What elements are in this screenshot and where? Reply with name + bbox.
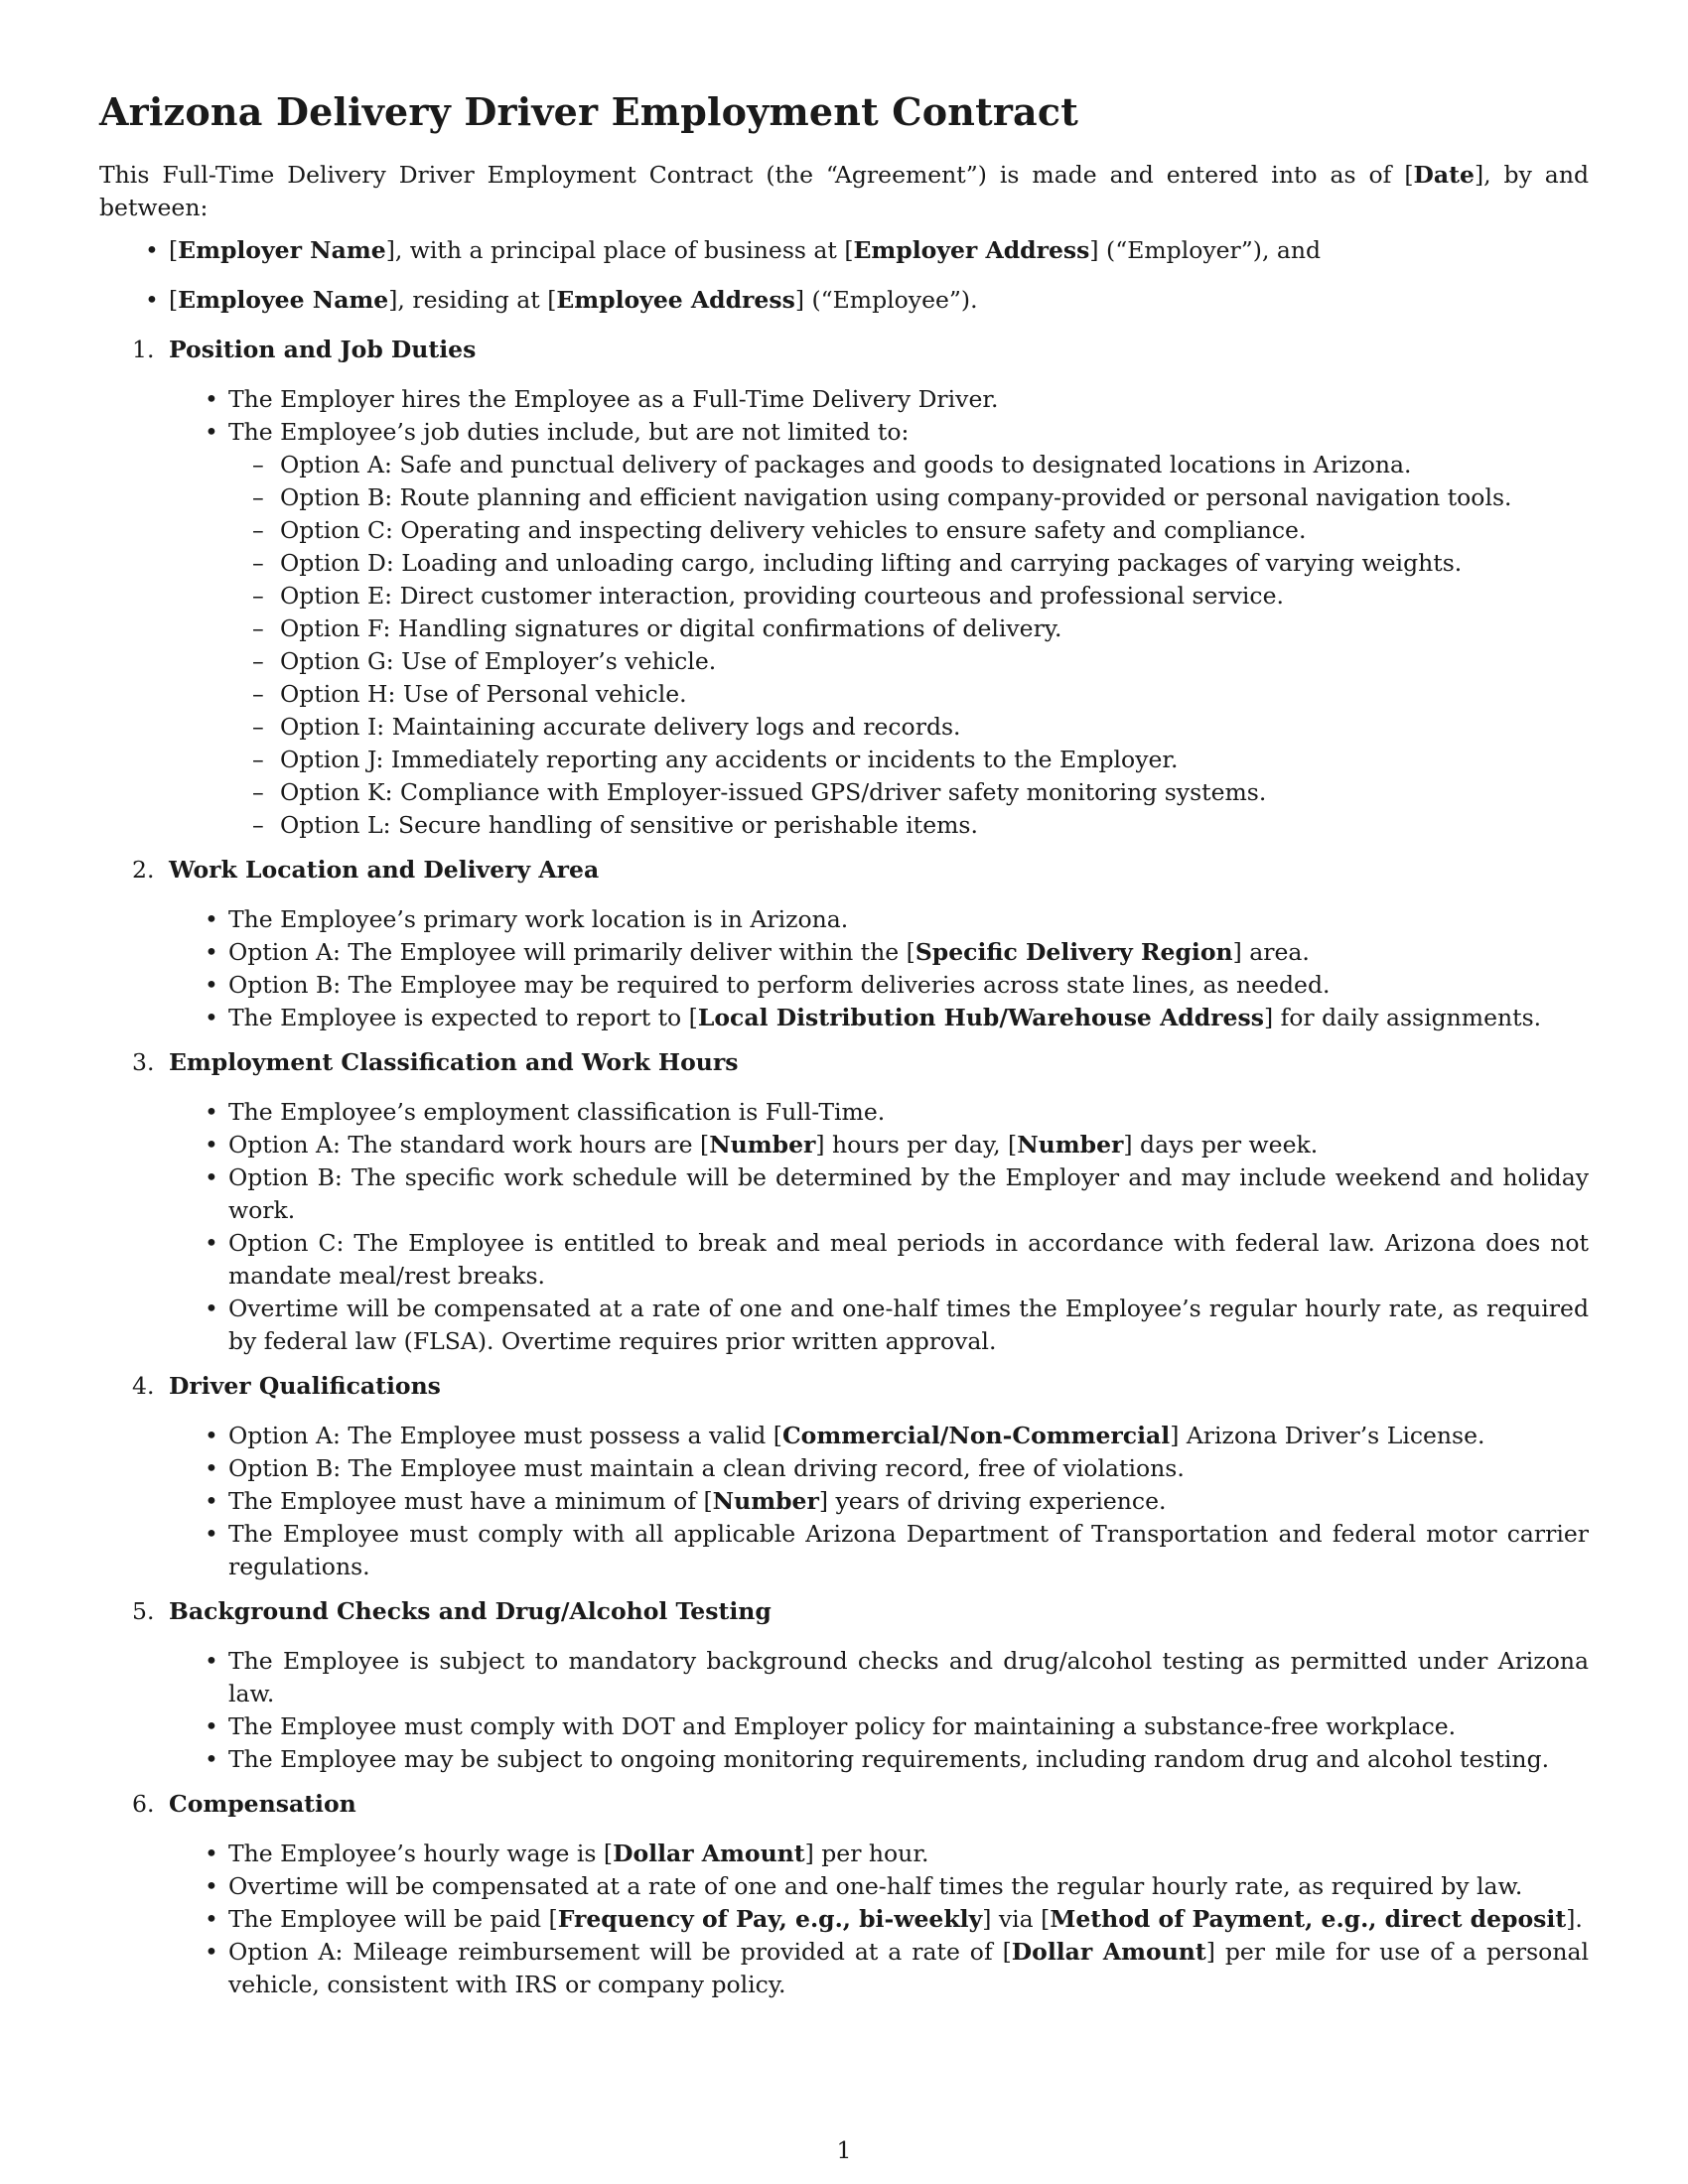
page-number: 1 xyxy=(836,2136,852,2164)
document-title: Arizona Delivery Driver Employment Contract xyxy=(99,89,1078,134)
list-item: • The Employee must comply with all applicable Arizona Department of Transportation and federal motor carrier regulations. xyxy=(228,1518,1589,1583)
duty-option: – Option E: Direct customer interaction, providing courteous and professional service. xyxy=(280,580,1589,613)
party-employer: • [Employer Name], with a principal place of business at [Employer Address] (“Employer”), and xyxy=(169,234,1589,267)
list-item: • Option A: The Employee will primarily deliver within the [Specific Delivery Region] area. xyxy=(228,936,1589,969)
section-number: 5. xyxy=(132,1597,155,1625)
section-number: 2. xyxy=(132,856,155,884)
party-employee: • [Employee Name], residing at [Employee Address] (“Employee”). xyxy=(169,284,1589,317)
section-driver-qualifications xyxy=(99,1370,1589,1583)
duty-option: – Option F: Handling signatures or digital confirmations of delivery. xyxy=(280,613,1589,645)
sections-list xyxy=(99,334,1589,2001)
list-item: • The Employee’s hourly wage is [Dollar Amount] per hour. xyxy=(228,1838,1589,1870)
section-title: Employment Classification and Work Hours xyxy=(169,1048,739,1076)
list-item: • Overtime will be compensated at a rate of one and one-half times the Employee’s regular hourly rate, as required by federal law (FLSA). Overtime requires prior written approval. xyxy=(228,1293,1589,1358)
duty-option: – Option D: Loading and unloading cargo, including lifting and carrying packages of varying weights. xyxy=(280,547,1589,580)
duties-options-list xyxy=(228,449,1589,842)
list-item: • Option B: The Employee must maintain a clean driving record, free of violations. xyxy=(228,1452,1589,1485)
duty-option: – Option G: Use of Employer’s vehicle. xyxy=(280,645,1589,678)
list-item: • The Employee must comply with DOT and Employer policy for maintaining a substance-free workplace. xyxy=(228,1710,1589,1743)
section-compensation xyxy=(99,1788,1589,2001)
section-title: Background Checks and Drug/Alcohol Testing xyxy=(169,1597,772,1625)
duty-option: – Option I: Maintaining accurate delivery logs and records. xyxy=(280,711,1589,744)
section-title: Compensation xyxy=(169,1790,356,1818)
duty-option: – Option A: Safe and punctual delivery of packages and goods to designated locations in Arizona. xyxy=(280,449,1589,481)
document-page xyxy=(99,81,1589,2013)
section-number: 3. xyxy=(132,1048,155,1076)
list-item: • Overtime will be compensated at a rate of one and one-half times the regular hourly rate, as required by law. xyxy=(228,1870,1589,1903)
list-item: • Option A: The Employee must possess a valid [Commercial/Non-Commercial] Arizona Driver’s License. xyxy=(228,1420,1589,1452)
section-title: Work Location and Delivery Area xyxy=(169,856,600,884)
list-item: • The Employee’s employment classification is Full-Time. xyxy=(228,1096,1589,1129)
list-item: • The Employee must have a minimum of [Number] years of driving experience. xyxy=(228,1485,1589,1518)
duty-option: – Option K: Compliance with Employer-issued GPS/driver safety monitoring systems. xyxy=(280,776,1589,809)
duty-option: – Option C: Operating and inspecting delivery vehicles to ensure safety and compliance. xyxy=(280,514,1589,547)
section-number: 6. xyxy=(132,1790,155,1818)
intro-paragraph: This Full-Time Delivery Driver Employment Contract (the “Agreement”) is made and entered into as of [Date], by and between: xyxy=(99,161,1589,221)
list-item: • The Employee will be paid [Frequency of Pay, e.g., bi-weekly] via [Method of Payment, e.g., direct deposit]. xyxy=(228,1903,1589,1936)
list-item: • The Employee’s primary work location is in Arizona. xyxy=(228,903,1589,936)
duty-option: – Option H: Use of Personal vehicle. xyxy=(280,678,1589,711)
section-position-duties xyxy=(99,334,1589,842)
section-classification-hours xyxy=(99,1046,1589,1358)
section-title: Position and Job Duties xyxy=(169,336,477,363)
list-item: • Option B: The Employee may be required to perform deliveries across state lines, as needed. xyxy=(228,969,1589,1002)
parties-list xyxy=(99,234,1589,317)
section-background-checks xyxy=(99,1595,1589,1776)
section-title: Driver Qualifications xyxy=(169,1372,441,1400)
date-placeholder: Date xyxy=(1413,161,1475,189)
section-work-location xyxy=(99,854,1589,1034)
list-item: • The Employee is expected to report to [Local Distribution Hub/Warehouse Address] for daily assignments. xyxy=(228,1002,1589,1034)
list-item: • Option A: Mileage reimbursement will be provided at a rate of [Dollar Amount] per mile for use of a personal vehicle, consistent with IRS or company policy. xyxy=(228,1936,1589,2001)
list-item: • The Employee may be subject to ongoing monitoring requirements, including random drug and alcohol testing. xyxy=(228,1743,1589,1776)
duty-option: – Option L: Secure handling of sensitive or perishable items. xyxy=(280,809,1589,842)
duty-option: – Option B: Route planning and efficient navigation using company-provided or personal navigation tools. xyxy=(280,481,1589,514)
section-number: 1. xyxy=(132,336,155,363)
list-item: • Option C: The Employee is entitled to break and meal periods in accordance with federal law. Arizona does not mandate meal/rest breaks. xyxy=(228,1227,1589,1293)
list-item: • The Employee is subject to mandatory background checks and drug/alcohol testing as permitted under Arizona law. xyxy=(228,1645,1589,1710)
list-item: • Option A: The standard work hours are [Number] hours per day, [Number] days per week. xyxy=(228,1129,1589,1161)
duty-option: – Option J: Immediately reporting any accidents or incidents to the Employer. xyxy=(280,744,1589,776)
list-item: • Option B: The specific work schedule will be determined by the Employer and may include weekend and holiday work. xyxy=(228,1161,1589,1227)
section-number: 4. xyxy=(132,1372,155,1400)
list-item: • The Employee’s job duties include, but are not limited to: – Option A: Safe and punctual delivery of packages and goods to designated locations in Arizona. – Option B: Route planning and efficient navigation using company-provided or personal navigation tools. – Option C: Operating and inspecting delivery vehicles to ensure safety and compliance. – Option D: Loading and unloading cargo, including lifting and carrying packages of varying weights. – Option E: Direct customer interaction, providing courteous and professional service. – Option F: Handling signatures or digital confirmations of delivery. – Option G: Use of Employer’s vehicle. – Option H: Use of Personal vehicle. – Option I: Maintaining accurate delivery logs and records. – Option J: Immediately reporting any accidents or incidents to the Employer. – Option K: Compliance with Employer-issued GPS/driver safety monitoring systems. – Option L: Secure handling of sensitive or perishable items. xyxy=(228,416,1589,842)
list-item: • The Employer hires the Employee as a Full-Time Delivery Driver. xyxy=(228,383,1589,416)
